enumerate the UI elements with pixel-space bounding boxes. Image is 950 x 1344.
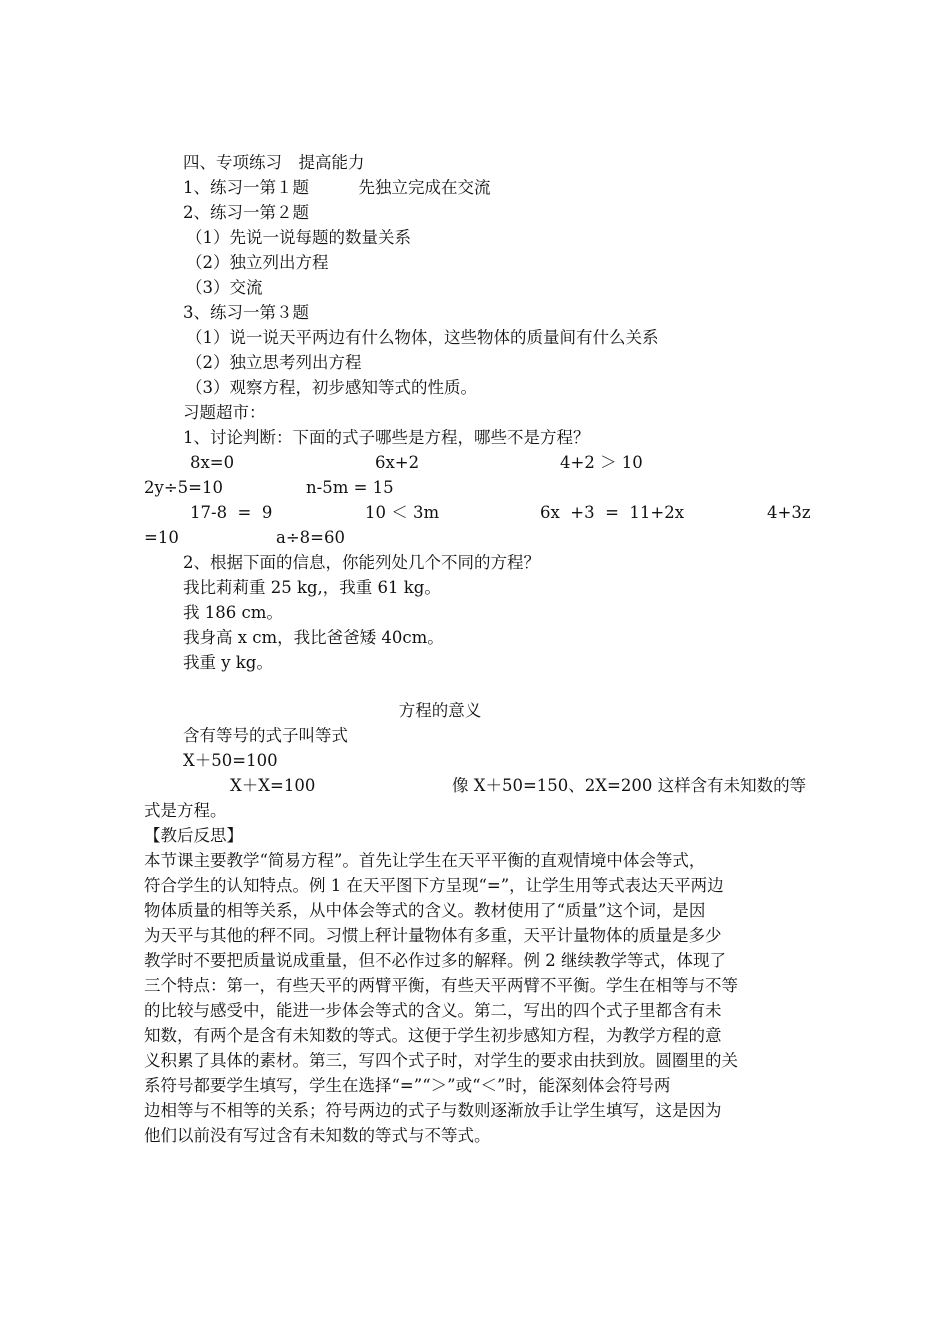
expression: 4+3z: [767, 503, 811, 522]
expression: 2y÷5=10: [144, 478, 223, 497]
exercise-item-2-step-3: （3）交流: [186, 278, 263, 297]
info-line: 我比莉莉重 25 kg,，我重 61 kg。: [183, 578, 441, 597]
info-line: 我 186 cm。: [183, 603, 283, 622]
reflection-line: 他们以前没有写过含有未知数的等式与不等式。: [144, 1126, 491, 1145]
expression: 17-8 = 9: [190, 503, 273, 522]
reflection-line: 符合学生的认知特点。例 1 在天平图下方呈现“=”，让学生用等式表达天平两边: [144, 876, 724, 895]
board-line: 式是方程。: [144, 801, 227, 820]
exercise-item-3-step-1: （1）说一说天平两边有什么物体，这些物体的质量间有什么关系: [186, 328, 659, 347]
exercise-item-1: 1、练习一第１题 先独立完成在交流: [183, 178, 491, 197]
question-1: 1、讨论判断：下面的式子哪些是方程，哪些不是方程？: [183, 428, 590, 447]
reflection-line: 知数，有两个是含有未知数的等式。这便于学生初步感知方程，为教学方程的意: [144, 1026, 722, 1045]
info-line: 我身高 x cm，我比爸爸矮 40cm。: [183, 628, 444, 647]
expression: 6x+2: [375, 453, 420, 472]
expression: a÷8=60: [276, 528, 345, 547]
reflection-line: 为天平与其他的秤不同。习惯上秤计量物体有多重，天平计量物体的质量是多少: [144, 926, 722, 945]
reflection-line: 边相等与不相等的关系；符号两边的式子与数则逐渐放手让学生填写，这是因为: [144, 1101, 722, 1120]
exercise-item-3-step-2: （2）独立思考列出方程: [186, 353, 362, 372]
exercise-item-2: 2、练习一第２题: [183, 203, 309, 222]
reflection-line: 义积累了具体的素材。第三，写四个式子时，对学生的要求由扶到放。圆圈里的关: [144, 1051, 738, 1070]
section-heading: 四、专项练习 提高能力: [183, 153, 365, 172]
board-line: 像 X＋50=150、2X=200 这样含有未知数的等: [452, 776, 807, 795]
board-line: X＋50=100: [183, 751, 278, 770]
exercise-market-heading: 习题超市：: [183, 403, 266, 422]
question-2: 2、根据下面的信息，你能列处几个不同的方程？: [183, 553, 540, 572]
reflection-line: 三个特点：第一，有些天平的两臂平衡，有些天平两臂不平衡。学生在相等与不等: [144, 976, 738, 995]
expression: =10: [144, 528, 179, 547]
reflection-line: 系符号都要学生填写，学生在选择“=”“＞”或“＜”时，能深刻体会符号两: [144, 1076, 671, 1095]
board-title: 方程的意义: [398, 701, 482, 720]
expression: 8x=0: [190, 453, 235, 472]
reflection-line: 本节课主要教学“简易方程”。首先让学生在天平平衡的直观情境中体会等式，: [144, 851, 706, 870]
reflection-line: 教学时不要把质量说成重量，但不必作过多的解释。例 2 继续教学等式，体现了: [144, 951, 726, 970]
exercise-item-3-step-3: （3）观察方程，初步感知等式的性质。: [186, 378, 477, 397]
expression: 4+2 ＞ 10: [560, 453, 643, 472]
board-line: X＋X=100: [230, 776, 316, 795]
expression: n-5m = 15: [306, 478, 394, 497]
reflection-heading: 【教后反思】: [144, 826, 243, 845]
reflection-line: 的比较与感受中，能进一步体会等式的含义。第二，写出的四个式子里都含有未: [144, 1001, 722, 1020]
exercise-item-3: 3、练习一第３题: [183, 303, 309, 322]
expression: 6x +3 = 11+2x: [540, 503, 685, 522]
reflection-line: 物体质量的相等关系，从中体会等式的含义。教材使用了“质量”这个词，是因: [144, 901, 706, 920]
expression: 10 ＜ 3m: [365, 503, 440, 522]
info-line: 我重 y kg。: [183, 653, 273, 672]
exercise-item-2-step-2: （2）独立列出方程: [186, 253, 329, 272]
exercise-item-2-step-1: （1）先说一说每题的数量关系: [186, 228, 411, 247]
board-line: 含有等号的式子叫等式: [183, 726, 348, 745]
